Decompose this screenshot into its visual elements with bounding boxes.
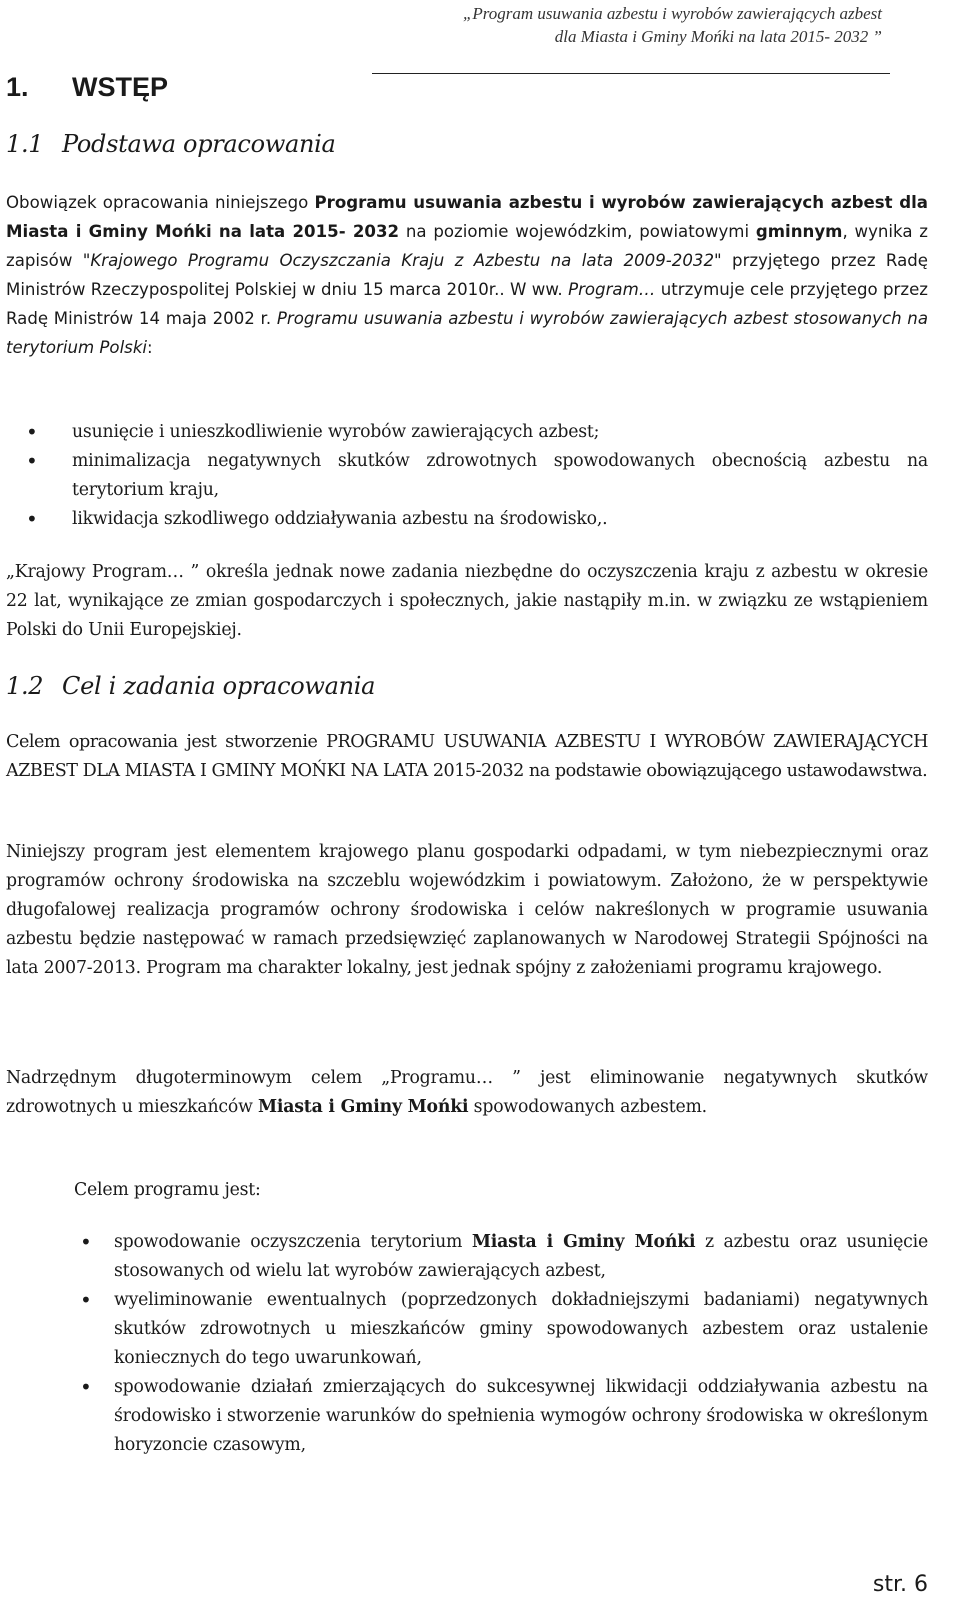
running-header-line-1: „Program usuwania azbestu i wyrobów zawierających azbest [462,4,882,23]
program-name-bold: Programu usuwania azbestu i wyrobów zawierających azbest dla Miasta i Gminy Mońki na lata 2015- 2032 [6,193,928,241]
section-1-title: WSTĘP [72,72,169,102]
krajowy-program-paragraph: „Krajowy Program… ” określa jednak nowe zadania niezbędne do oczyszczenia kraju z azbestu w okresie 22 lat, wynikające ze zmian gospodarczych i społecznych, jakie nastąpiły m.in. w związku ze wstąpieniem Polski do Unii Europejskiej. [6,562,928,640]
list-item: • spowodowanie działań zmierzających do sukcesywnej likwidacji oddziaływania azbestu na środowisko i stworzenie warunków do spełnienia wymogów ochrony środowiska w określonym horyzoncie czasowym, [6,1373,928,1460]
goals-list [6,1228,928,1460]
krajowy-program-italic: Krajowego Programu Oczyszczania Kraju z Azbestu na lata 2009-2032 [90,251,715,270]
miasta-gminy-bold: Miasta i Gminy Mońki [257,1097,469,1117]
national-plan-paragraph: Niniejszy program jest elementem krajowego planu gospodarki odpadami, w tym niebezpiecznymi oraz programów ochrony środowiska na szczeblu wojewódzkim i powiatowym. Założono, że w perspektywie długofalowej realizacja programów ochrony środowiska i celów nakreślonych w programie usuwania azbestu będzie następować w ramach przedsięwzięć zaplanowanych w Narodowej Strategii Spójności na lata 2007-2013. Program ma charakter lokalny, jest jednak spójny z założeniami programu krajowego. [6,842,928,978]
section-1-1-title: Podstawa opracowania [62,130,336,158]
program-goals-list [6,418,928,534]
basis-paragraph: Obowiązek opracowania niniejszego Programu usuwania azbestu i wyrobów zawierających azbest dla Miasta i Gminy Mońki na lata 2015- 2032 na poziomie wojewódzkim, powiatowymi gminnym, wynika z zapisów "Krajowego Programu Oczyszczania Kraju z Azbestu na lata 2009-2032" przyjętego przez Radę Ministrów Rzeczypospolitej Polskiej w dniu 15 marca 2010r.. W ww. Program… utrzymuje cele przyjętego przez Radę Ministrów 14 maja 2002 r. Programu usuwania azbestu i wyrobów zawierających azbest stosowanych na terytorium Polski: [6,193,928,357]
section-1-heading [6,72,168,103]
long-term-goal-paragraph: Nadrzędnym długoterminowym celem „Programu… ” jest eliminowanie negatywnych skutków zdrowotnych u mieszkańców Miasta i Gminy Mońki spowodowanych azbestem. [6,1068,928,1117]
list-item: • spowodowanie oczyszczenia terytorium Miasta i Gminy Mońki z azbestu oraz usunięcie stosowanych od wielu lat wyrobów zawierających azbest, [6,1228,928,1286]
gminnym-bold: gminnym [755,222,843,241]
section-1-1-number: 1.1 [6,130,44,158]
list-item: • minimalizacja negatywnych skutków zdrowotnych spowodowanych obecnością azbestu na terytorium kraju, [6,447,928,505]
section-1-number: 1. [6,72,29,102]
list-item: • wyeliminowanie ewentualnych (poprzedzonych dokładniejszymi badaniami) negatywnych skutków zdrowotnych u mieszkańców gminy spowodowanych azbestem oraz ustalenie koniecznych do tego uwarunkowań, [6,1286,928,1373]
running-header [242,2,882,48]
header-rule [372,73,890,74]
running-header-line-2: dla Miasta i Gminy Mońki na lata 2015- 2032 ” [554,27,882,46]
goals-intro: Celem programu jest: [74,1180,261,1200]
section-1-2-number: 1.2 [6,672,44,700]
section-1-2-title: Cel i zadania opracowania [62,672,376,700]
objective-paragraph: Celem opracowania jest stworzenie PROGRAMU USUWANIA AZBESTU I WYROBÓW ZAWIERAJĄCYCH AZBEST DLA MIASTA I GMINY MOŃKI NA LATA 2015-2032 na podstawie obowiązującego ustawodawstwa. [6,732,928,781]
list-item: • usunięcie i unieszkodliwienie wyrobów zawierających azbest; [6,418,928,447]
list-item: • likwidacja szkodliwego oddziaływania azbestu na środowisko,. [6,505,928,534]
section-1-1-heading [6,130,336,158]
section-1-2-heading [6,672,375,700]
page-number: str. 6 [872,1572,928,1597]
